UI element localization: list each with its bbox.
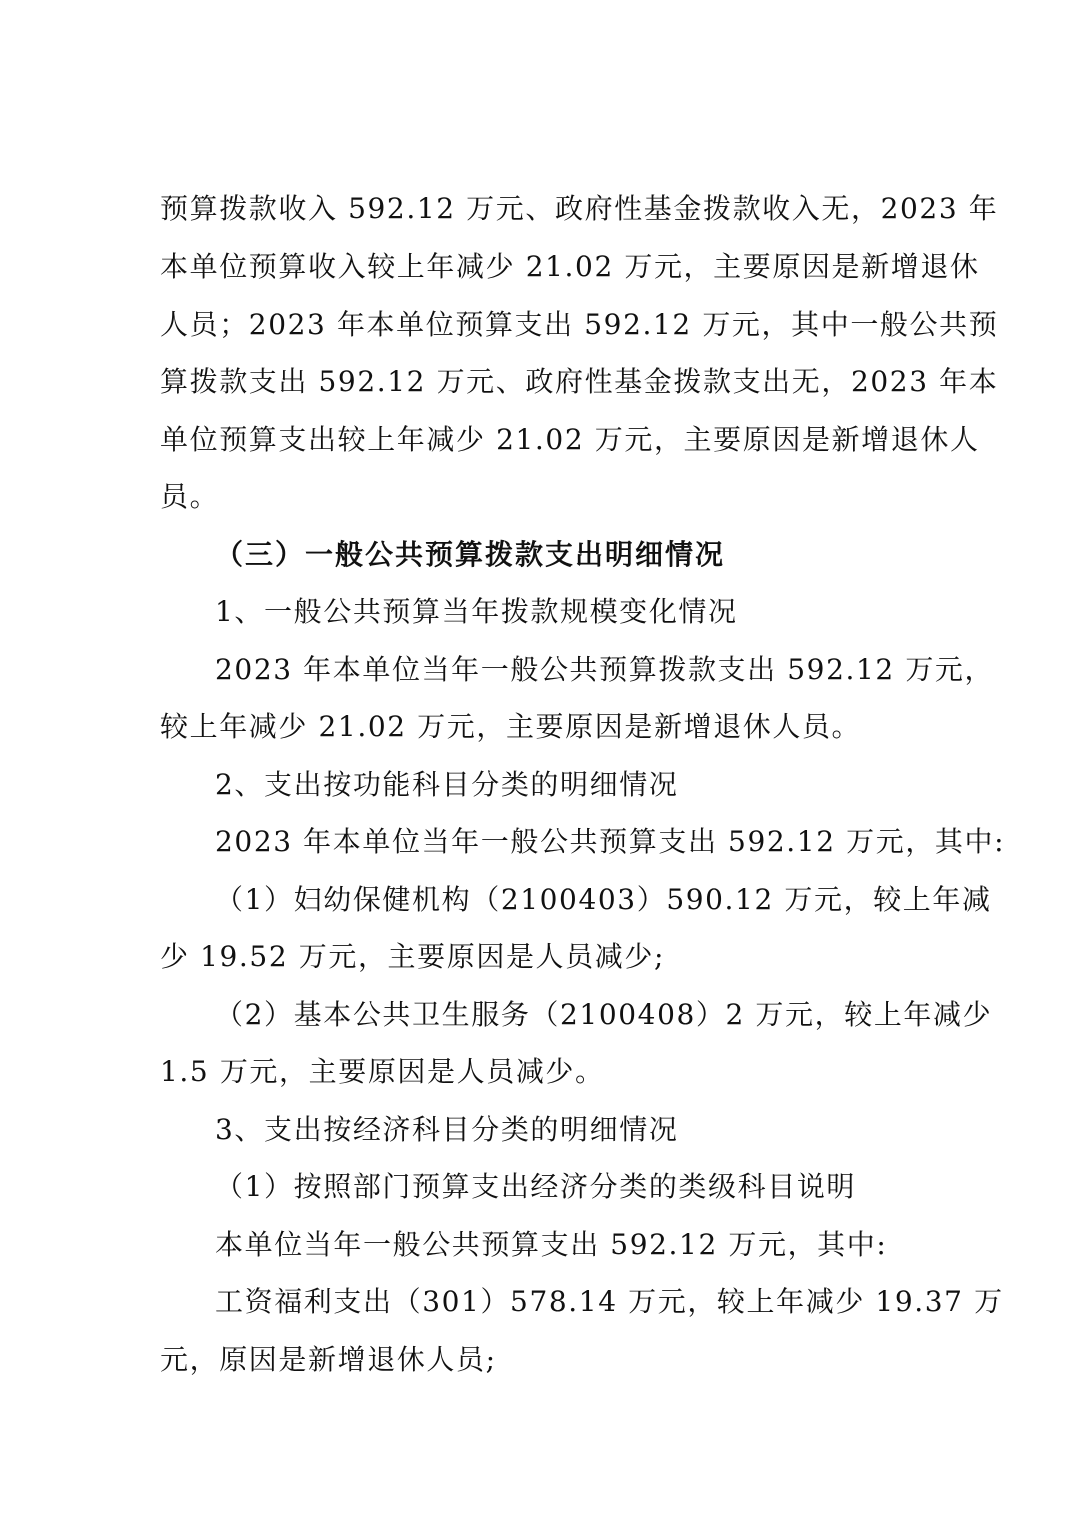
paragraph-line-1: 预算拨款收入 592.12 万元、政府性基金拨款收入无，2023 年 [160,192,999,225]
paragraph-line-3: 人员；2023 年本单位预算支出 592.12 万元，其中一般公共预 [160,308,999,341]
subheading-3: 3、支出按经济科目分类的明细情况 [215,1113,679,1146]
paragraph-line-7: 2023 年本单位当年一般公共预算拨款支出 592.12 万元， [215,653,995,686]
list-item-1-line-2: 少 19.52 万元，主要原因是人员减少; [160,940,665,973]
paragraph-line-4: 算拨款支出 592.12 万元、政府性基金拨款支出无，2023 年本 [160,365,999,398]
paragraph-line-11: 工资福利支出（301）578.14 万元，较上年减少 19.37 万 [215,1285,1004,1318]
paragraph-line-2: 本单位预算收入较上年减少 21.02 万元，主要原因是新增退休 [160,250,980,283]
list-item-2-line-2: 1.5 万元，主要原因是人员减少。 [160,1055,605,1088]
subheading-1: 1、一般公共预算当年拨款规模变化情况 [215,595,738,628]
subheading-2: 2、支出按功能科目分类的明细情况 [215,768,679,801]
list-item-1-line-1: （1）妇幼保健机构（2100403）590.12 万元，较上年减 [215,883,992,916]
paragraph-line-12: 元，原因是新增退休人员; [160,1343,497,1376]
section-heading: （三）一般公共预算拨款支出明细情况 [215,538,726,571]
paragraph-line-6: 员。 [160,480,220,513]
paragraph-line-9: 2023 年本单位当年一般公共预算支出 592.12 万元，其中: [215,825,1006,858]
list-item-2-line-1: （2）基本公共卫生服务（2100408）2 万元，较上年减少 [215,998,993,1031]
paragraph-line-5: 单位预算支出较上年减少 21.02 万元，主要原因是新增退休人 [160,423,980,456]
paragraph-line-10: 本单位当年一般公共预算支出 592.12 万元，其中: [215,1228,888,1261]
paragraph-line-8: 较上年减少 21.02 万元，主要原因是新增退休人员。 [160,710,862,743]
subheading-3-1: （1）按照部门预算支出经济分类的类级科目说明 [215,1170,857,1203]
